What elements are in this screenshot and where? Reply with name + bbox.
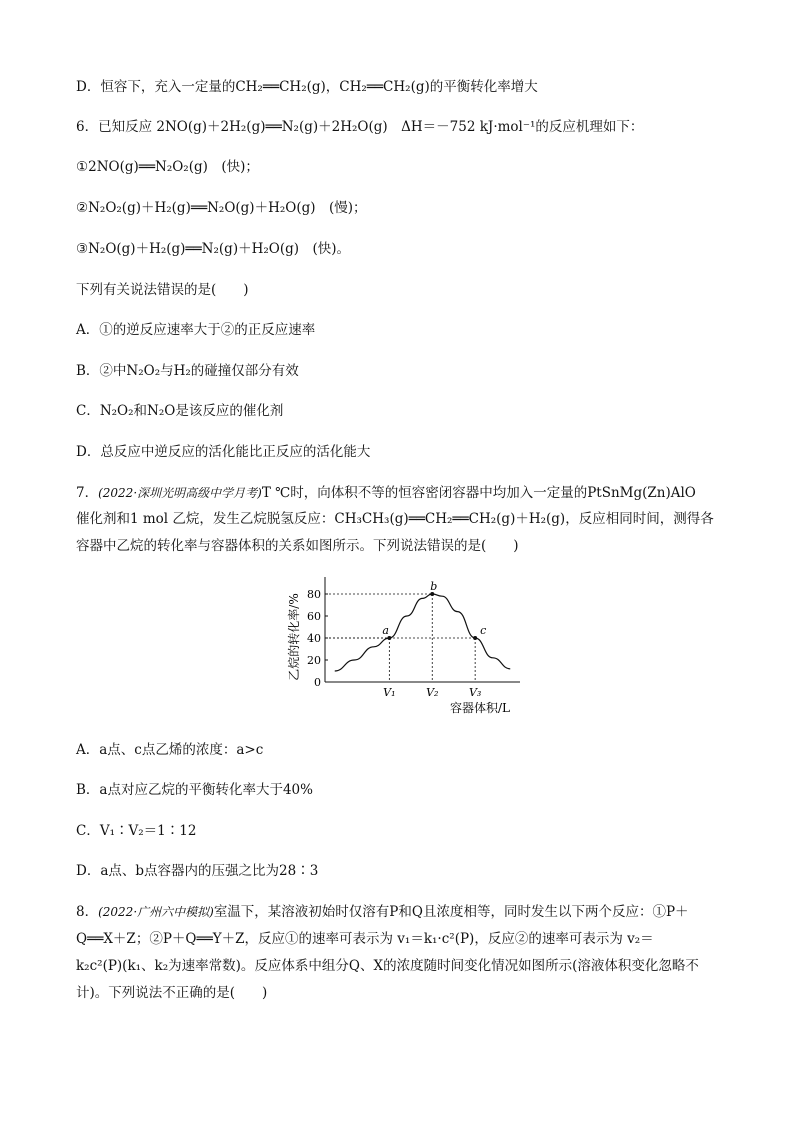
x-axis-label: 容器体积/L bbox=[449, 701, 511, 715]
option-b-q6: B．②中N₂O₂与H₂的碰撞仅部分有效 bbox=[76, 363, 299, 379]
y-tick-label: 20 bbox=[307, 654, 321, 667]
question-7-stem-line1 bbox=[76, 484, 696, 502]
y-tick-label: 60 bbox=[307, 610, 321, 623]
option-a-q7: A．a点、c点乙烯的浓度：a>c bbox=[76, 742, 264, 758]
chart-guides bbox=[325, 594, 475, 682]
x-tick-label: V₃ bbox=[468, 686, 482, 699]
point-label-a: a bbox=[382, 624, 389, 637]
option-a-q6: A．①的逆反应速率大于②的正反应速率 bbox=[76, 322, 316, 338]
conversion-vs-volume-chart bbox=[280, 575, 520, 715]
option-d-q7: D．a点、b点容器内的压强之比为28∶3 bbox=[76, 863, 319, 879]
option-c-q6: C．N₂O₂和N₂O是该反应的催化剂 bbox=[76, 403, 284, 419]
point-label-c: c bbox=[480, 624, 487, 637]
y-tick-label: 80 bbox=[307, 588, 321, 601]
option-d-q5: D．恒容下，充入一定量的CH₂══CH₂(g)，CH₂══CH₂(g)的平衡转化率增大 bbox=[76, 79, 538, 95]
x-tick-label: V₂ bbox=[426, 686, 439, 699]
question-7-number: 7． bbox=[76, 485, 99, 501]
option-d-q6: D．总反应中逆反应的活化能比正反应的活化能大 bbox=[76, 444, 371, 460]
question-6-stem: 6．已知反应 2NO(g)＋2H₂(g)══N₂(g)＋2H₂O(g) ΔH＝－752 kJ·mol⁻¹的反应机理如下： bbox=[76, 119, 644, 135]
question-7-source: (2022·深圳光明高级中学月考) bbox=[98, 486, 262, 500]
question-7-text: T ℃时，向体积不等的恒容密闭容器中均加入一定量的PtSnMg(Zn)AlO bbox=[261, 485, 696, 501]
y-axis-label: 乙烷的转化率/% bbox=[287, 593, 301, 681]
x-tick-label: V₁ bbox=[383, 686, 396, 699]
question-8-stem-line2: Q══X＋Z；②P＋Q══Y＋Z，反应①的速率可表示为 v₁＝k₁·c²(P)，反应②的速率可表示为 v₂＝ bbox=[76, 931, 654, 947]
question-6-ask: 下列有关说法错误的是( ) bbox=[76, 282, 249, 298]
question-8-source: (2022·广州六中模拟) bbox=[98, 905, 214, 919]
question-8-stem-line4: 计)。下列说法不正确的是( ) bbox=[76, 985, 268, 1001]
question-8-text: 室温下，某溶液初始时仅溶有P和Q且浓度相等，同时发生以下两个反应：①P＋ bbox=[213, 904, 689, 920]
question-8-stem-line3: k₂c²(P)(k₁、k₂为速率常数)。反应体系中组分Q、X的浓度随时间变化情况如图所示(溶液体积变化忽略不 bbox=[76, 958, 699, 974]
chart-points bbox=[382, 580, 486, 640]
option-c-q7: C．V₁∶V₂＝1∶12 bbox=[76, 823, 197, 839]
question-7-stem-line2: 催化剂和1 mol 乙烷，发生乙烷脱氢反应：CH₃CH₃(g)══CH₂══CH₂(g)＋H₂(g)，反应相同时间，测得各 bbox=[76, 511, 714, 527]
point-label-b: b bbox=[430, 580, 438, 593]
question-7-stem-line3: 容器中乙烷的转化率与容器体积的关系如图所示。下列说法错误的是( ) bbox=[76, 538, 519, 554]
mechanism-step-3: ③N₂O(g)＋H₂(g)══N₂(g)＋H₂O(g) (快)。 bbox=[76, 241, 351, 257]
point-c bbox=[473, 636, 477, 640]
mechanism-step-1: ①2NO(g)══N₂O₂(g) (快)； bbox=[76, 159, 259, 175]
y-tick-label: 0 bbox=[314, 676, 321, 689]
question-8-number: 8． bbox=[76, 904, 99, 920]
y-tick-label: 40 bbox=[307, 632, 321, 645]
option-b-q7: B．a点对应乙烷的平衡转化率大于40% bbox=[76, 782, 313, 798]
question-8-stem-line1 bbox=[76, 903, 689, 921]
mechanism-step-2: ②N₂O₂(g)＋H₂(g)══N₂O(g)＋H₂O(g) (慢)； bbox=[76, 200, 367, 216]
chart-axes bbox=[325, 577, 520, 682]
